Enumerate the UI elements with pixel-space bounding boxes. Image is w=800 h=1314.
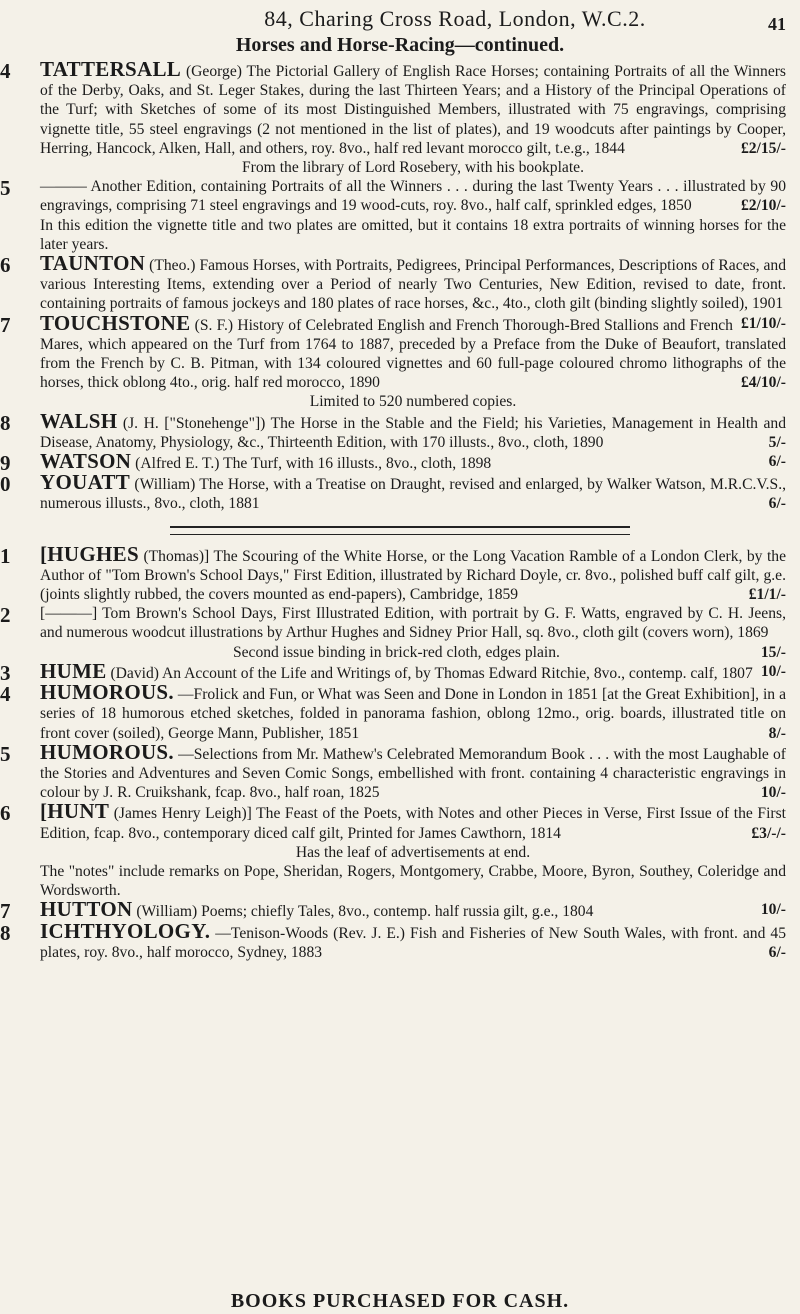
entry-body: (Alfred E. T.) The Turf, with 16 illusts., 8vo., cloth, 1898	[135, 455, 492, 473]
entry-note: Limited to 520 numbered copies.	[309, 393, 517, 411]
page-header	[0, 6, 800, 32]
entry-title: HUME	[40, 658, 107, 683]
entry-body: (S. F.) History of Celebrated English and French Thorough-Bred Stallions and French Mares, which appeared on the Turf from 1764 to 1887, preceded by a Preface from the Duke of Beaufort, translated from the French by C. B. Pitman, with 134 coloured vignettes and 60 full-page coloured chromo lithographs of the horses, thick oblong 4to., orig. half red morocco, 1890	[40, 316, 786, 392]
running-title: 84, Charing Cross Road, London, W.C.2.	[264, 6, 646, 31]
entry-body: —Frolick and Fun, or What was Seen and Done in London in 1851 [at the Great Exhibition], in a series of 18 humorous etched sketches, folded in panorama fashion, oblong 12mo., orig. boards, illustrated title on front cover (soiled), George Mann, Publisher, 1851	[40, 686, 786, 742]
entry-price: 6/-	[768, 943, 786, 961]
entry-title: HUMOROUS.	[40, 739, 174, 764]
entry-number: 7	[0, 899, 11, 924]
entry-number: 0	[0, 472, 11, 497]
page-footer: BOOKS PURCHASED FOR CASH.	[230, 1290, 570, 1312]
entry-price: £2/15/-	[740, 139, 786, 157]
entry-body: (David) An Account of the Life and Writings of, by Thomas Edward Ritchie, 8vo., contemp. calf, 1807	[110, 664, 753, 682]
entry-price: £4/10/-	[740, 374, 786, 392]
entry-title: TATTERSALL	[40, 57, 182, 81]
entry-price: £1/10/-	[740, 314, 786, 332]
entry-body: ——— Another Edition, containing Portraits of all the Winners . . . during the last Twenty Years . . . illustrated by 90 engravings, comprising 71 steel engravings and 19 wood-cuts, roy. 8vo., half calf, sprinkled edges, 1850	[40, 178, 786, 215]
page-number: 41	[768, 14, 786, 34]
entry-body: (James Henry Leigh)] The Feast of the Poets, with Notes and other Pieces in Verse, First Issue of the First Edition, fcap. 8vo., contemporary diced calf gilt, Printed for James Cawthorn, 1814	[40, 805, 786, 842]
entry-note: Has the leaf of advertisements at end.	[295, 843, 531, 861]
entry-title: HUMOROUS.	[40, 680, 174, 705]
list-item	[0, 604, 800, 662]
entry-body: —Tenison-Woods (Rev. J. E.) Fish and Fisheries of New South Wales, with front. and 45 plates, roy. 8vo., half morocco, Sydney, 1883	[40, 924, 786, 961]
entry-title: [HUGHES	[40, 541, 139, 566]
entry-title: YOUATT	[40, 470, 131, 495]
entry-title: TAUNTON	[40, 251, 146, 276]
entry-price: 6/-	[768, 495, 786, 513]
list-item	[0, 541, 800, 605]
entry-title: WALSH	[40, 408, 118, 433]
entry-number: 5	[0, 741, 11, 766]
list-item	[0, 177, 800, 254]
entry-price: 8/-	[768, 724, 786, 742]
entry-number: 8	[0, 920, 11, 945]
entry-body: [———] Tom Brown's School Days, First Illustrated Edition, with portrait by G. F. Watts, engraved by C. H. Jeens, and numerous woodcut illustrations by Arthur Hughes and Sidney Prior Hall, sq. 8vo., cloth gilt (covers worn), 1869	[40, 605, 786, 642]
list-item	[0, 739, 800, 803]
list-item	[0, 57, 800, 177]
entry-number: 3	[0, 660, 11, 685]
entry-body: —Selections from Mr. Mathew's Celebrated Memorandum Book . . . with the most Laughable of the Stories and Adventures and Seven Comic Songs, embellished with front. containing 4 characteristic engravings in colour by J. R. Cruikshank, fcap. 8vo., half roan, 1825	[40, 745, 786, 802]
entry-price: 10/-	[760, 784, 786, 802]
entry-note-extra: The "notes" include remarks on Pope, Sheridan, Rogers, Montgomery, Crabbe, Moore, Byron, Southey, Coleridge and Wordsworth.	[40, 862, 786, 900]
entry-number: 4	[0, 59, 11, 83]
entry-body: (Theo.) Famous Horses, with Portraits, Pedigrees, Principal Performances, Descriptions of Races, and various Interesting Items, extending over a Period of nearly Two Centuries, New Edition, revised to date, front. containing portraits of famous jockeys and 180 plates of race horses, &c., 4to., cloth gilt (binding slightly soiled), 1901	[40, 257, 786, 313]
list-item	[0, 310, 800, 412]
entry-number: 6	[0, 253, 11, 278]
entry-price: £1/1/-	[748, 586, 786, 604]
entry-price: 10/-	[760, 901, 786, 919]
entry-body: (William) The Horse, with a Treatise on Draught, revised and enlarged, by Walker Watson, M.R.C.V.S., numerous illusts., 8vo., cloth, 1881	[40, 476, 786, 513]
entry-title: ICHTHYOLOGY.	[40, 918, 211, 943]
list-item	[0, 470, 800, 513]
section-divider	[170, 526, 630, 535]
entry-body: (George) The Pictorial Gallery of English Race Horses; containing Portraits of all the Winners of the Derby, Oaks, and St. Leger Stakes, during the last Thirteen Years; and a History of the Principal Operations of the Turf; with Sketches of some of its most Distinguished Members, illustrated with 75 engravings, comprising vignette title, 55 steel engravings (2 not mentioned in the list of plates), and 19 woodcuts after paintings by Cooper, Herring, Hancock, Alken, Hall, and others, roy. 8vo., half red levant morocco gilt, t.e.g., 1844	[40, 63, 786, 157]
entry-price: £3/-/-	[751, 824, 786, 842]
entry-note: From the library of Lord Rosebery, with his bookplate.	[242, 159, 584, 177]
entry-number: 9	[0, 451, 11, 476]
entry-price: 15/-	[760, 643, 786, 661]
entry-number: 2	[0, 603, 11, 628]
entry-body: (J. H. ["Stonehenge"]) The Horse in the Stable and the Field; his Varieties, Management in Health and Disease, Anatomy, Physiology, &c., Thirteenth Edition, with 170 illusts., 8vo., cloth, 1890	[40, 414, 786, 451]
list-item	[0, 680, 800, 743]
list-item	[0, 799, 800, 900]
entry-title: [HUNT	[40, 799, 110, 824]
entry-number: 4	[0, 682, 11, 707]
entry-number: 1	[0, 543, 11, 568]
entry-title: HUTTON	[40, 897, 133, 922]
entry-price: 6/-	[768, 453, 786, 471]
entry-note: In this edition the vignette title and two plates are omitted, but it contains 18 extra portraits of winning horses for the later years.	[40, 216, 786, 253]
entry-price: 5/-	[768, 433, 786, 451]
entry-number: 7	[0, 312, 11, 337]
entry-number: 8	[0, 410, 11, 435]
entry-body: (William) Poems; chiefly Tales, 8vo., contemp. half russia gilt, g.e., 1804	[136, 903, 594, 921]
entry-note: Second issue binding in brick-red cloth, edges plain.	[232, 643, 560, 661]
entry-number: 6	[0, 801, 11, 826]
entry-list	[0, 57, 800, 962]
entry-title: WATSON	[40, 449, 132, 474]
list-item	[0, 408, 800, 452]
entry-number: 5	[0, 176, 11, 201]
entry-price: 10/-	[760, 662, 786, 680]
entry-title: TOUCHSTONE	[40, 310, 191, 335]
entry-body: (Thomas)] The Scouring of the White Horse, or the Long Vacation Ramble of a London Clerk, by the Author of "Tom Brown's School Days," First Edition, illustrated by Richard Doyle, cr. 8vo., polished buff calf gilt, g.e. (joints slightly rubbed, the covers mounted as end-papers), Cambridge, 1859	[40, 547, 786, 604]
list-item	[0, 918, 800, 962]
entry-price: £2/10/-	[740, 197, 786, 215]
section-heading: Horses and Horse-Racing—continued.	[235, 34, 565, 56]
